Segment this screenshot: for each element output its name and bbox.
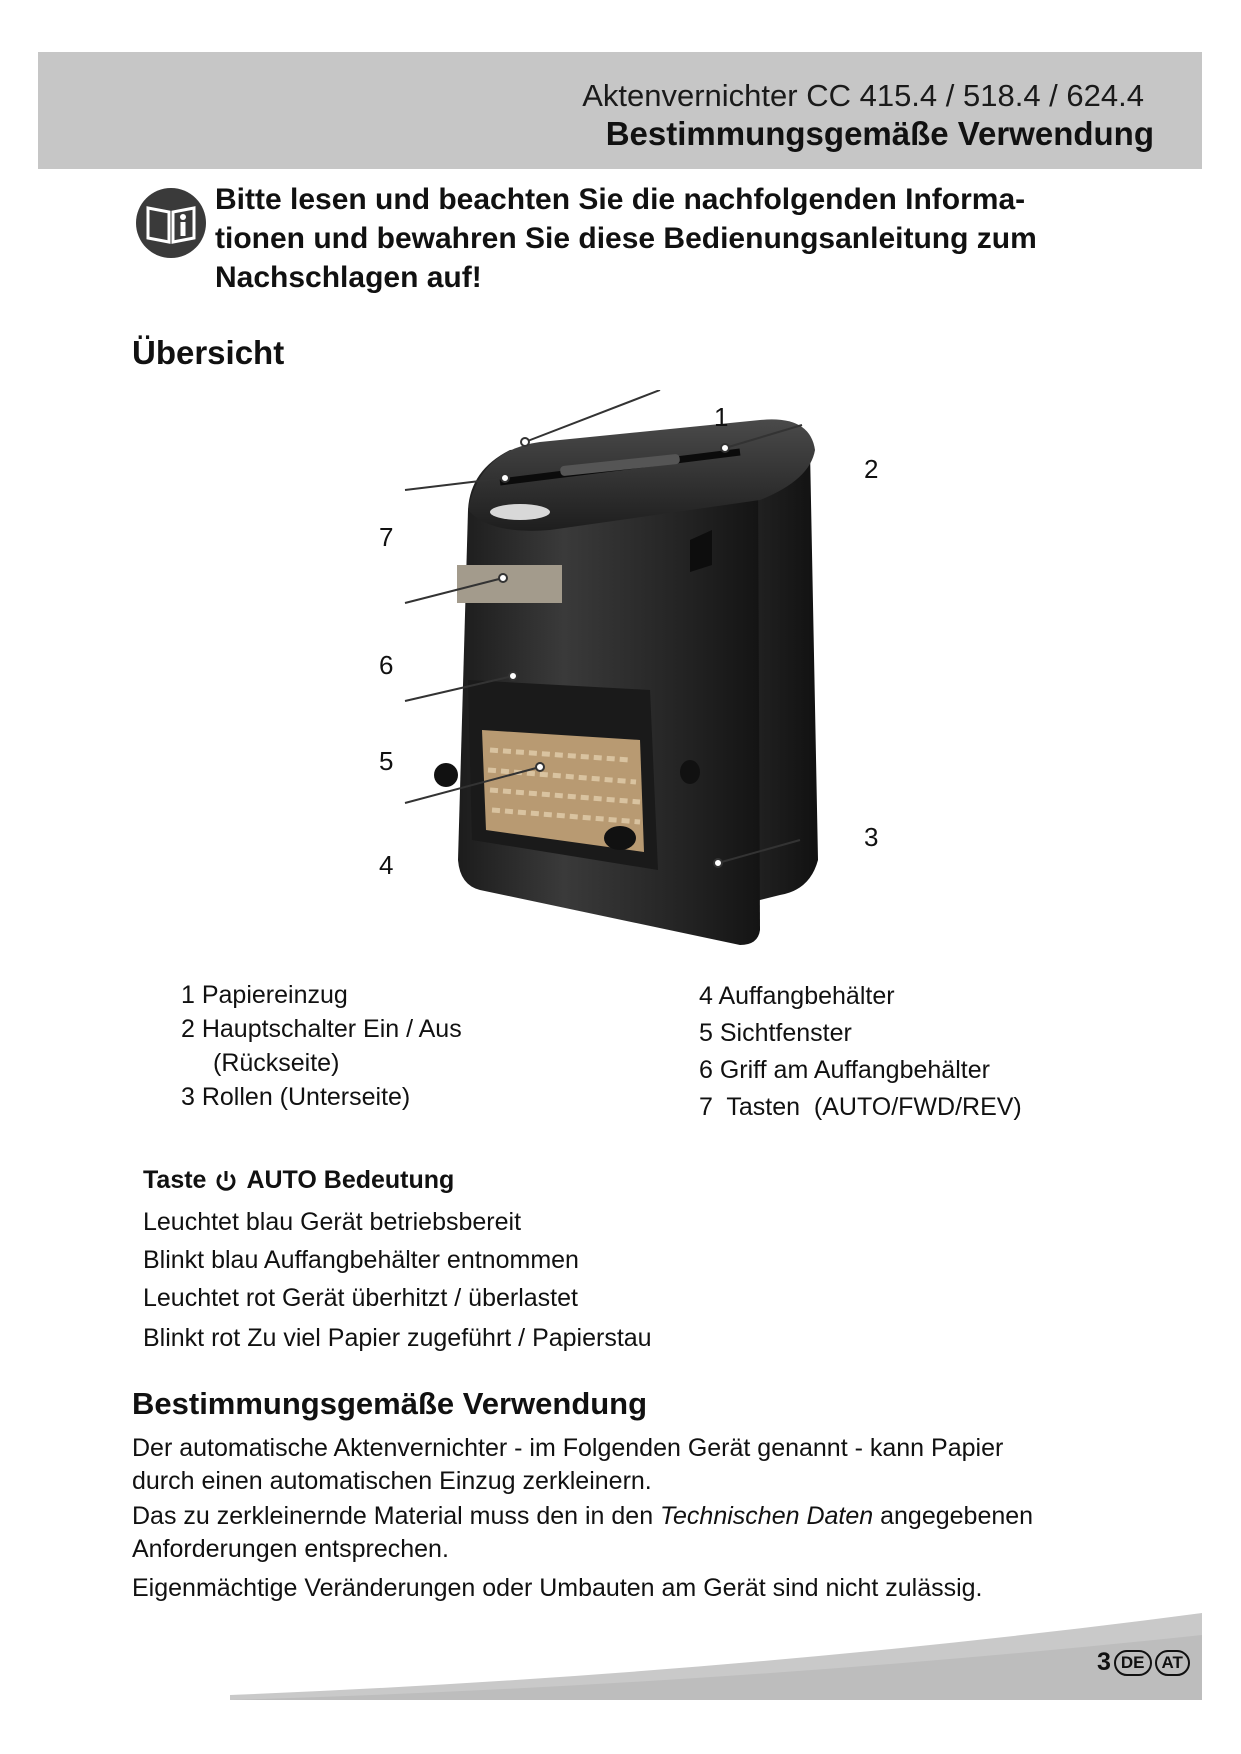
text-run: Das zu zerkleinernde Material muss den in den: [132, 1502, 654, 1530]
callout-5: 5: [379, 746, 394, 776]
legend-item: 5 Sichtfenster: [699, 1019, 852, 1047]
legend-item: (Rückseite): [213, 1049, 340, 1077]
power-icon: [214, 1169, 238, 1193]
paragraph-line: durch einen automatischen Einzug zerkleinern.: [132, 1467, 652, 1495]
country-badge-at: AT: [1155, 1650, 1190, 1676]
reading-notice: [215, 180, 1175, 297]
table-head-suffix: AUTO Bedeutung: [246, 1166, 455, 1194]
button-table-head: [143, 1166, 454, 1195]
table-row: Blinkt rot Zu viel Papier zugeführt / Papierstau: [143, 1324, 652, 1352]
header-section-title: Bestimmungsgemäße Verwendung: [605, 115, 1154, 152]
table-row: Leuchtet rot Gerät überhitzt / überlastet: [143, 1284, 578, 1312]
legend-left: [181, 978, 462, 1114]
paragraph-line: [132, 1500, 1192, 1533]
shredder-illustration: [340, 390, 940, 960]
table-row: Blinkt blau Auffangbehälter entnommen: [143, 1246, 579, 1274]
callout-1: 1: [714, 402, 729, 432]
footer-swoosh: [230, 1605, 1202, 1700]
callout-4: 4: [379, 850, 394, 880]
page-number-value: 3: [1097, 1648, 1111, 1676]
read-manual-icon: [134, 186, 208, 260]
legend-item: 4 Auffangbehälter: [699, 982, 895, 1010]
text-run: angegebenen: [880, 1502, 1034, 1530]
callout-2: 2: [864, 454, 879, 484]
overview-heading: Übersicht: [132, 334, 285, 371]
paragraph-line: Der automatische Aktenvernichter - im Folgenden Gerät genannt - kann Papier: [132, 1434, 1004, 1462]
notice-line: Nachschlagen auf!: [215, 261, 482, 294]
paragraph-line: Anforderungen entsprechen.: [132, 1535, 449, 1563]
page-header: [38, 52, 1202, 169]
legend-item: 3 Rollen (Unterseite): [181, 1083, 411, 1111]
table-row: Leuchtet blau Gerät betriebsbereit: [143, 1208, 522, 1236]
legend-item: 1 Papiereinzug: [181, 981, 348, 1009]
header-model: Aktenvernichter CC 415.4 / 518.4 / 624.4: [582, 78, 1144, 113]
table-head-prefix: Taste: [143, 1166, 207, 1194]
legend-item: 7 Tasten (AUTO/FWD/REV): [699, 1093, 1022, 1121]
usage-paragraph-3: Eigenmächtige Veränderungen oder Umbauten am Gerät sind nicht zulässig.: [132, 1574, 983, 1602]
callout-7: 7: [379, 522, 394, 552]
legend-right: [699, 978, 1022, 1126]
usage-heading: Bestimmungsgemäße Verwendung: [132, 1386, 648, 1421]
callout-6: 6: [379, 650, 394, 680]
page-number: [1097, 1648, 1190, 1677]
notice-line: tionen und bewahren Sie diese Bedienungsanleitung zum: [215, 222, 1037, 255]
country-badge-de: DE: [1114, 1650, 1152, 1676]
usage-paragraph-2: [132, 1500, 1192, 1566]
emphasis-technical-data: Technischen Daten: [660, 1502, 874, 1530]
legend-item: 2 Hauptschalter Ein / Aus: [181, 1015, 462, 1043]
usage-paragraph-1: [132, 1432, 1192, 1498]
callout-3: 3: [864, 822, 879, 852]
notice-line: Bitte lesen und beachten Sie die nachfolgenden Informa-: [215, 183, 1026, 216]
legend-item: 6 Griff am Auffangbehälter: [699, 1056, 990, 1084]
